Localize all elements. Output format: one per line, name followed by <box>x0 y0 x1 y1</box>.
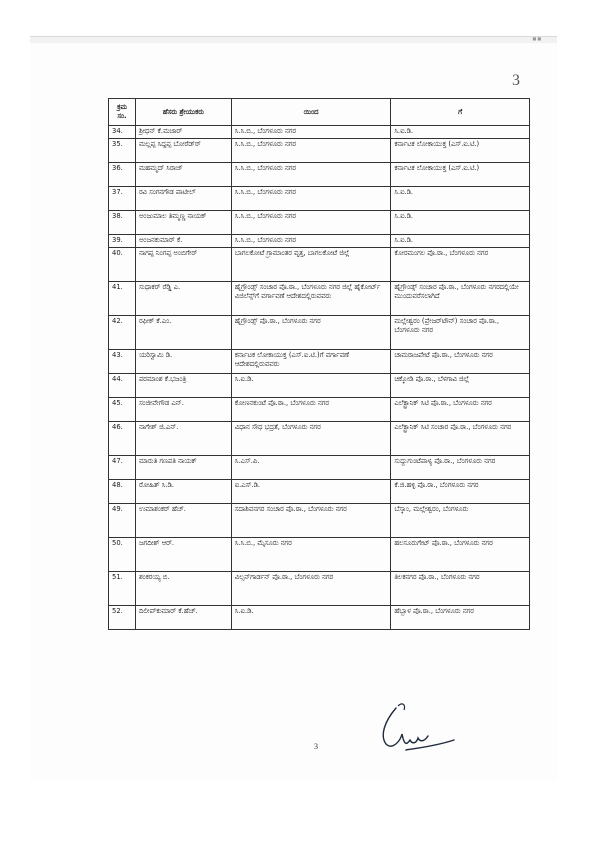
cell-name: ಅಂಜುಮಾಲ ತಿಮ್ಮಣ್ಣ ನಾಯಕ್ <box>135 211 231 235</box>
table-row <box>109 282 530 316</box>
cell-to: ಎಲೆಕ್ಟ್ರಾನಿಕ್ ಸಿಟಿ ಸಂಚಾರ ಪೊ.ಠಾ., ಬೆಂಗಳೂರು ನಗರ <box>391 422 530 456</box>
cell-serial: 37. <box>109 187 136 211</box>
cell-to: ಕರ್ನಾಟಕ ಲೋಕಾಯುಕ್ತ (ಎಸ್.ಐ.ಟಿ.) <box>391 139 530 163</box>
table-row <box>109 126 530 139</box>
cell-name: ರೋಹಿತ್ ಸಿ.ಡಿ. <box>135 480 231 504</box>
page-number: 3 <box>314 742 318 751</box>
cell-to: ಹೈಗ್ರೌಂಡ್ಸ್ ಸಂಚಾರ ಪೊ.ಠಾ., ಬೆಂಗಳೂರು ನಗರದಲ್ಲಿಯೇ ಮುಂದುವರೆಸಲಾಗಿದೆ <box>391 282 530 316</box>
cell-from: ಸಿ.ಸಿ.ಬಿ., ಮೈಸೂರು ನಗರ <box>231 538 391 572</box>
cell-from: ಸಿ.ಐ.ಡಿ. <box>231 606 391 630</box>
cell-serial: 36. <box>109 163 136 187</box>
header-from: ಯಿಂದ <box>231 99 391 126</box>
header-serial: ಕ್ರಮ ಸಂ. <box>109 99 136 126</box>
cell-name: ಸಂಜೀವೇಗೌಡ ಎನ್. <box>135 398 231 422</box>
table-row <box>109 211 530 235</box>
cell-to: ಕೋರಮಂಗಲ ಪೊ.ಠಾ., ಬೆಂಗಳೂರು ನಗರ <box>391 248 530 282</box>
corner-mark: ▪▪ <box>532 34 542 43</box>
cell-name: ಉಮಾಶಂಕರ್ ಹೆಚ್. <box>135 504 231 538</box>
cell-to: ಹೆಬ್ಬಾಳ ಪೊ.ಠಾ., ಬೆಂಗಳೂರು ನಗರ <box>391 606 530 630</box>
cell-from: ವಿಧಾನ ಸೌಧ ಭದ್ರತೆ, ಬೆಂಗಳೂರು ನಗರ <box>231 422 391 456</box>
cell-to: ಸಿ.ಐ.ಡಿ. <box>391 211 530 235</box>
table-row <box>109 187 530 211</box>
table-row <box>109 398 530 422</box>
cell-from: ವಿಲ್ಸನ್‌ಗಾರ್ಡನ್ ಪೊ.ಠಾ., ಬೆಂಗಳೂರು ನಗರ <box>231 572 391 606</box>
cell-from: ಕರ್ನಾಟಕ ಲೋಕಾಯುಕ್ತ (ಎಸ್.ಐ.ಟಿ.)ಗೆ ವರ್ಗಾವಣೆ ಆದೇಶದಲ್ಲಿರುವವರು <box>231 350 391 374</box>
table-row <box>109 235 530 248</box>
cell-to: ಎಲೆಕ್ಟ್ರಾನಿಕ್ ಸಿಟಿ ಪೊ.ಠಾ., ಬೆಂಗಳೂರು ನಗರ <box>391 398 530 422</box>
table-row <box>109 163 530 187</box>
cell-name: ಪರಮಾಂಶ ಕೆ.ಭಜಂತ್ರಿ <box>135 374 231 398</box>
cell-serial: 52. <box>109 606 136 630</box>
cell-serial: 39. <box>109 235 136 248</box>
cell-name: ರವಿ ಸಂಗನಗೌಡ ಪಾಟೀಲ್ <box>135 187 231 211</box>
cell-serial: 49. <box>109 504 136 538</box>
cell-name: ರಫೀಕ್ ಕೆ.ಎಂ. <box>135 316 231 350</box>
cell-to: ಸಿ.ಐ.ಡಿ. <box>391 187 530 211</box>
table-row <box>109 480 530 504</box>
table-row <box>109 422 530 456</box>
cell-serial: 47. <box>109 456 136 480</box>
cell-to: ಕೆ.ಜಿ.ಹಳ್ಳಿ ಪೊ.ಠಾ., ಬೆಂಗಳೂರು ನಗರ <box>391 480 530 504</box>
cell-from: ಸದಾಶಿವನಗರ ಸಂಚಾರ ಪೊ.ಠಾ., ಬೆಂಗಳೂರು ನಗರ <box>231 504 391 538</box>
cell-serial: 42. <box>109 316 136 350</box>
cell-to: ಚಾಮರಾಜಪೇಟೆ ಪೊ.ಠಾ., ಬೆಂಗಳೂರು ನಗರ <box>391 350 530 374</box>
cell-from: ಸಿ.ಸಿ.ಬಿ., ಬೆಂಗಳೂರು ನಗರ <box>231 163 391 187</box>
cell-from: ಹೈಗ್ರೌಂಡ್ಸ್ ಸಂಚಾರ ಪೊ.ಠಾ., ಬೆಂಗಳೂರು ನಗರ ಜಿಲ್ಲೆ ಹೈಕೋರ್ಟ್ ವಿಜಿಲೆನ್ಸ್‌ಗೆ ವರ್ಗಾವಣೆ ಆದೇಶದಲ್ಲಿರುವವರು <box>231 282 391 316</box>
cell-serial: 40. <box>109 248 136 282</box>
cell-serial: 44. <box>109 374 136 398</box>
transfer-table <box>108 98 530 630</box>
cell-to: ಹಲಸೂರುಗೇಟ್ ಪೊ.ಠಾ., ಬೆಂಗಳೂರು ನಗರ <box>391 538 530 572</box>
cell-name: ದಿಲೀಪ್‌ಕುಮಾರ್ ಕೆ.ಹೆಚ್. <box>135 606 231 630</box>
handwritten-page-number: 3 <box>512 72 520 89</box>
cell-name: ಮಹಮ್ಮದ್ ಸಿರಾಜ್ <box>135 163 231 187</box>
signature <box>376 700 458 758</box>
cell-from: ಸಿ.ಸಿ.ಬಿ., ಬೆಂಗಳೂರು ನಗರ <box>231 235 391 248</box>
cell-name: ಯರಿಸ್ವಾಮಿ ಡಿ. <box>135 350 231 374</box>
cell-to: ತಿಲಕನಗರ ಪೊ.ಠಾ., ಬೆಂಗಳೂರು ನಗರ <box>391 572 530 606</box>
cell-from: ಸಿ.ಐ.ಡಿ. <box>231 374 391 398</box>
cell-serial: 50. <box>109 538 136 572</box>
cell-from: ಸಿ.ಎಸ್.ಪಿ. <box>231 456 391 480</box>
table-row <box>109 456 530 480</box>
cell-from: ಸಿ.ಸಿ.ಬಿ., ಬೆಂಗಳೂರು ನಗರ <box>231 139 391 163</box>
cell-name: ಶ್ರೀಧನ್ ಕೆ.ಮಜಾರ್ <box>135 126 231 139</box>
cell-serial: 34. <box>109 126 136 139</box>
cell-from: ಬಾಗಲಕೋಟೆ ಗ್ರಾಮಾಂತರ ವೃತ್ತ, ಬಾಗಲಕೋಟೆ ಜಿಲ್ಲೆ <box>231 248 391 282</box>
table-row <box>109 248 530 282</box>
cell-from: ಕೋಣನಕುಂಟೆ ಪೊ.ಠಾ., ಬೆಂಗಳೂರು ನಗರ <box>231 398 391 422</box>
scan-edge <box>30 37 557 43</box>
cell-serial: 38. <box>109 211 136 235</box>
cell-name: ಸುಧಾಕರ್ ರೆಡ್ಡಿ ಎ. <box>135 282 231 316</box>
cell-to: ಕರ್ನಾಟಕ ಲೋಕಾಯುಕ್ತ (ಎಸ್.ಐ.ಟಿ.) <box>391 163 530 187</box>
table-row <box>109 606 530 630</box>
cell-from: ಸಿ.ಸಿ.ಬಿ., ಬೆಂಗಳೂರು ನಗರ <box>231 211 391 235</box>
table-row <box>109 350 530 374</box>
cell-name: ಮಲ್ಲಪ್ಪ ಸಿದ್ದಪ್ಪ ಬೋರೆಡ್‌ರ್ <box>135 139 231 163</box>
cell-serial: 45. <box>109 398 136 422</box>
table-row <box>109 504 530 538</box>
cell-name: ಜಗದೀಶ್ ಆರ್. <box>135 538 231 572</box>
cell-serial: 48. <box>109 480 136 504</box>
cell-name: ನಾಗೇಶ್ ಜಿ.ಎನ್. <box>135 422 231 456</box>
cell-to: ಮಲ್ಲೇಶ್ವರಂ (ಪ್ರೇಜರ್‌ಟೌನ್) ಸಂಚಾರ ಪೊ.ಠಾ., ಬೆಂಗಳೂರು ನಗರ <box>391 316 530 350</box>
header-name: ಹೆಸರು ಶ್ರೇಯುಕರು <box>135 99 231 126</box>
table-row <box>109 538 530 572</box>
table-row <box>109 316 530 350</box>
table-row <box>109 572 530 606</box>
table-row <box>109 374 530 398</box>
cell-from: ಸಿ.ಸಿ.ಬಿ., ಬೆಂಗಳೂರು ನಗರ <box>231 126 391 139</box>
cell-name: ಮಾರುತಿ ಗಣಪತಿ ನಾಯಕ್ <box>135 456 231 480</box>
cell-to: ಸಿ.ಐ.ಡಿ. <box>391 235 530 248</box>
cell-serial: 35. <box>109 139 136 163</box>
cell-serial: 43. <box>109 350 136 374</box>
cell-name: ಅಂಜನಕುಮಾರ್ ಕೆ. <box>135 235 231 248</box>
cell-serial: 41. <box>109 282 136 316</box>
cell-name: ಶಂಕರಯ್ಯ ಬಿ. <box>135 572 231 606</box>
cell-from: ಹೈಗ್ರೌಂಡ್ಸ್ ಪೊ.ಠಾ., ಬೆಂಗಳೂರು ನಗರ <box>231 316 391 350</box>
cell-to: ಬೆಸ್ಕಾಂ, ಮಲ್ಲೇಶ್ವರಂ, ಬೆಂಗಳೂರು <box>391 504 530 538</box>
cell-from: ಐ.ಎಸ್.ಡಿ. <box>231 480 391 504</box>
header-to: ಗೆ <box>391 99 530 126</box>
cell-serial: 51. <box>109 572 136 606</box>
table-row <box>109 139 530 163</box>
cell-to: ಸುದ್ದುಗುಂಟೆಪಾಳ್ಯ ಪೊ.ಠಾ., ಬೆಂಗಳೂರು ನಗರ <box>391 456 530 480</box>
cell-name: ನಾಗಪ್ಪ ನಿಂಗಪ್ಪ ಅಂಬಿಗೇರ್ <box>135 248 231 282</box>
cell-to: ಸಿ.ಐ.ಡಿ. <box>391 126 530 139</box>
cell-serial: 46. <box>109 422 136 456</box>
cell-to: ಚಿಕ್ಕೋಡಿ ಪೊ.ಠಾ., ಬೆಳಗಾವಿ ಜಿಲ್ಲೆ <box>391 374 530 398</box>
cell-from: ಸಿ.ಸಿ.ಬಿ., ಬೆಂಗಳೂರು ನಗರ <box>231 187 391 211</box>
table-header-row <box>109 99 530 126</box>
